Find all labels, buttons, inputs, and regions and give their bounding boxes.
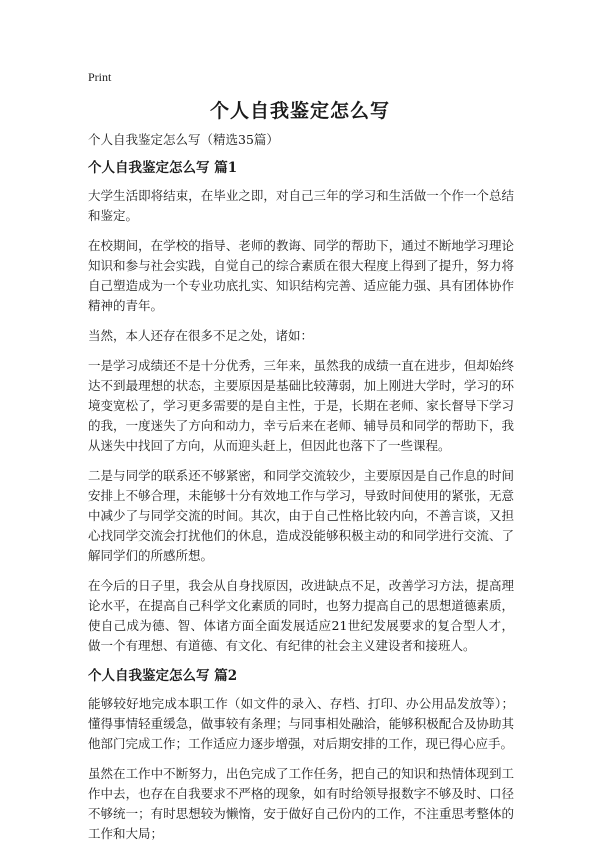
paragraph: 一是学习成绩还不是十分优秀，三年来，虽然我的成绩一直在进步，但却始终达不到最理想的状态，主要原因是基础比较薄弱，加上刚进大学时，学习的环境变宽松了，学习更多需要的是自主性，于是，长期在老师、家长督导下学习的我，一度迷失了方向和动力，幸亏后来在老师、辅导员和同学的帮助下，我从迷失中找回了方向，从而迎头赶上，但因此也落下了一些课程。 (88, 358, 514, 453)
paragraph: 二是与同学的联系还不够紧密，和同学交流较少，主要原因是自己作息的时间安排上不够合理，未能够十分有效地工作与学习，导致时间使用的紧张，无意中减少了与同学交流的时间。其次，由于自己性格比较内向，不善言谈，又担心找同学交流会打扰他们的休息，造成没能够积极主动的和同学进行交流、了解同学们的所感所想。 (88, 468, 514, 563)
document-body (88, 130, 514, 854)
section-heading-1: 个人自我鉴定怎么写 篇1 (88, 160, 238, 176)
paragraph: 大学生活即将结束，在毕业之即，对自己三年的学习和生活做一个作一个总结和鉴定。 (88, 188, 514, 223)
paragraph: 在今后的日子里，我会从自身找原因，改进缺点不足，改善学习方法，提高理论水平，在提高自己科学文化素质的同时，也努力提高自己的思想道德素质，使自己成为德、智、体诸方面全面发展适应21世纪发展要求的复合型人才，做一个有理想、有道德、有文化、有纪律的社会主义建设者和接班人。 (88, 578, 514, 653)
print-label: Print (88, 70, 112, 84)
paragraph: 当然，本人还存在很多不足之处，诸如： (88, 328, 314, 343)
document-subtitle: 个人自我鉴定怎么写（精选35篇） (88, 132, 279, 147)
document-title: 个人自我鉴定怎么写 (209, 100, 390, 122)
paragraph: 虽然在工作中不断努力，出色完成了工作任务，把自己的知识和热情体现到工作中去，也存在自我要求不严格的现象，如有时给领导报数字不够及时、口径不够统一；有时思想较为懒惰，安于做好自己份内的工作，不注重思考整体的工作和大局； (88, 766, 514, 841)
paragraph: 能够较好地完成本职工作（如文件的录入、存档、打印、办公用品发放等）；懂得事情轻重缓急，做事较有条理；与同事相处融洽，能够积极配合及协助其他部门完成工作；工作适应力逐步增强，对后期安排的工作，现已得心应手。 (88, 696, 514, 751)
paragraph: 在校期间，在学校的指导、老师的教诲、同学的帮助下，通过不断地学习理论知识和参与社会实践，自觉自己的综合素质在很大程度上得到了提升，努力将自己塑造成为一个专业功底扎实、知识结构完善、适应能力强、具有团体协作精神的青年。 (88, 238, 514, 313)
section-heading-2: 个人自我鉴定怎么写 篇2 (88, 668, 238, 684)
